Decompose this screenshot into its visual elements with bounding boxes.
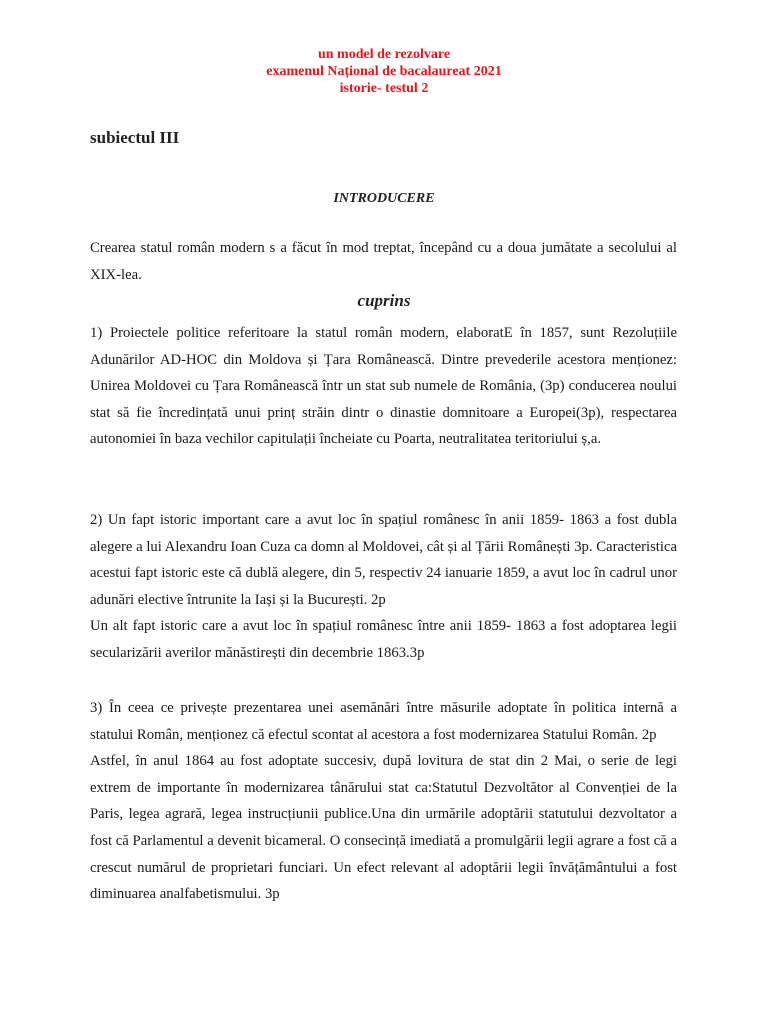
paragraph-3 bbox=[90, 695, 677, 908]
header-line-exam: examenul Național de bacalaureat 2021 bbox=[266, 64, 502, 79]
paragraph-3-part-b: Astfel, în anul 1864 au fost adoptate succesiv, după lovitura de stat din 2 Mai, o serie de legi extrem de importante în modernizarea tânărului stat ca:Statutul Dezvoltător al Convenției de la Paris, legea agrară, legea instrucțiunii publice.Una din urmările adoptării statutului dezvoltator a fost că Parlamentul a devenit bicameral. O consecință imediată a promulgării legii agrare a fost că a crescut numărul de proprietari funciari. Un efect relevant al adoptării legii învățământului a fost diminuarea analfabetismului. 3p bbox=[90, 753, 677, 903]
header-line-model: un model de rezolvare bbox=[317, 47, 451, 62]
content-heading: cuprins bbox=[357, 291, 411, 310]
introduction-paragraph: Crearea statul român modern s a făcut în mod treptat, începând cu a doua jumătate a secolului al XIX-lea. bbox=[90, 240, 677, 283]
document-header bbox=[0, 46, 768, 97]
header-line-test: istorie- testul 2 bbox=[339, 81, 429, 96]
paragraph-2-part-b: Un alt fapt istoric care a avut loc în spațiul românesc între anii 1859- 1863 a fost adoptarea legii secularizării averilor mănăstirești din decembrie 1863.3p bbox=[90, 618, 677, 661]
paragraph-3-part-a: 3) În ceea ce privește prezentarea unei asemănări între măsurile adoptate în politica internă a statului Român, menționez că efectul scontat al acestora a fost modernizarea Statului Român. 2p bbox=[90, 700, 677, 743]
paragraph-2 bbox=[90, 507, 677, 667]
paragraph-1: 1) Proiectele politice referitoare la statul român modern, elaboratE în 1857, sunt Rezoluțiile Adunărilor AD-HOC din Moldova și Țara Românească. Dintre prevederile acestora menționez: Unirea Moldovei cu Țara Românească într un stat sub numele de România, (3p) conducerea noului stat să fie încredințată unui prinț străin dintr o dinastie domnitoare a Europei(3p), respectarea autonomiei în baza vechilor capitulații încheiate cu Poarta, neutralitatea teritoriului ș,a. bbox=[90, 325, 677, 448]
subject-title: subiectul III bbox=[90, 128, 180, 147]
paragraph-2-part-a: 2) Un fapt istoric important care a avut loc în spațiul românesc în anii 1859- 1863 a fost dubla alegere a lui Alexandru Ioan Cuza ca domn al Moldovei, cât și al Țării Românești 3p. Caracteristica acestui fapt istoric este că dublă alegere, din 5, respectiv 24 ianuarie 1859, a avut loc în cadrul unor adunări elective întrunite la Iași și la București. 2p bbox=[90, 512, 677, 608]
introduction-heading: INTRODUCERE bbox=[333, 191, 435, 206]
